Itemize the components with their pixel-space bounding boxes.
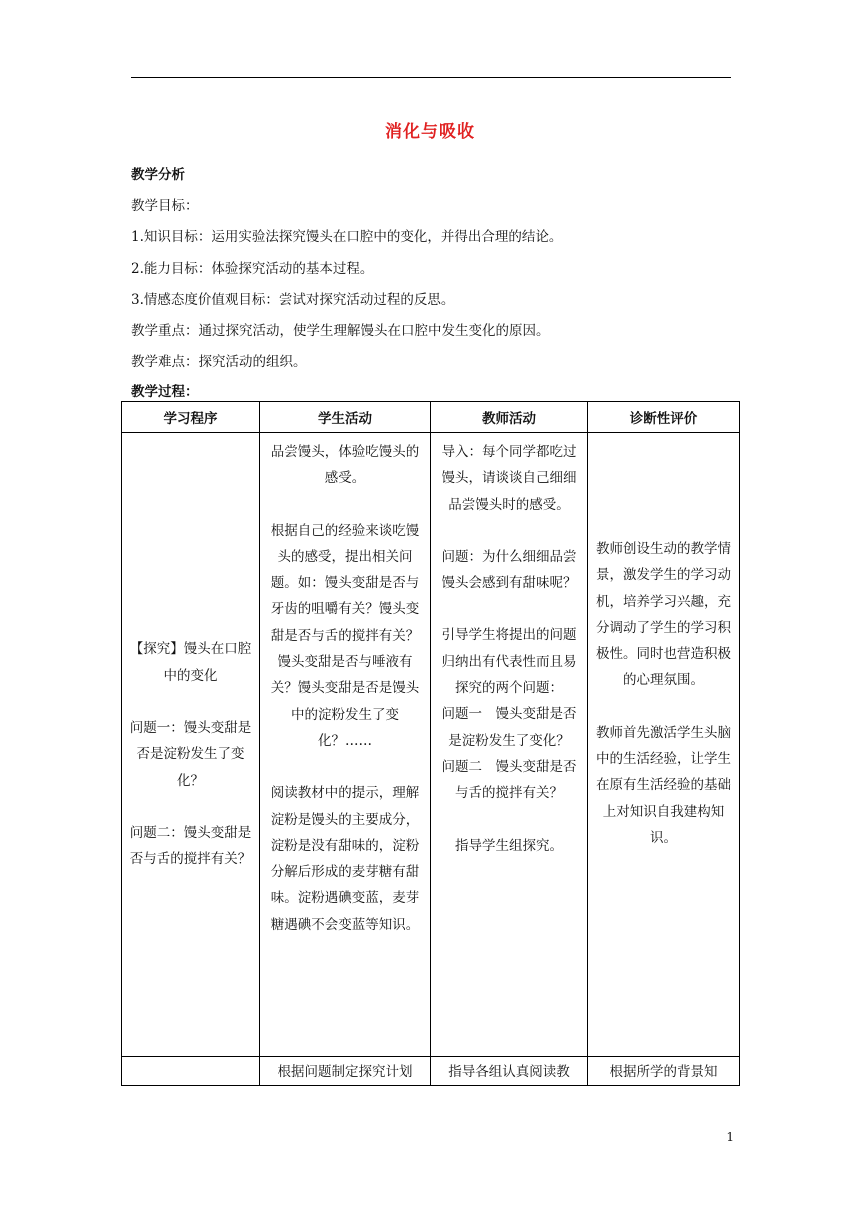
goal-knowledge: 1.知识目标：运用实验法探究馒头在口腔中的变化，并得出合理的结论。 <box>131 229 563 245</box>
teacher-activity-intro: 导入：每个同学都吃过馒头，请谈谈自己细细品尝馒头时的感受。 <box>441 444 577 513</box>
teacher-activity-guide: 引导学生将提出的问题归纳出有代表性而且易探究的两个问题： <box>441 627 577 697</box>
header-teacher-activity: 教师活动 <box>431 402 588 433</box>
page-title: 消化与吸收 <box>385 122 475 142</box>
teaching-process-table <box>121 401 740 1086</box>
teacher-activity-cell-2: 指导各组认真阅读教 <box>431 1057 588 1086</box>
evaluation-cell-2: 根据所学的背景知 <box>588 1057 740 1086</box>
goal-ability: 2.能力目标：体验探究活动的基本过程。 <box>131 261 374 277</box>
header-rule <box>131 77 731 78</box>
student-activity-questions: 根据自己的经验来谈吃馒头的感受，提出相关问题。如：馒头变甜是否与牙齿的咀嚼有关？馒头变甜是否与舌的搅拌有关？馒头变甜是否与唾液有关？馒头变甜是否是馒头中的淀粉发生了变化？…… <box>270 522 420 749</box>
procedure-cell-2 <box>122 1057 260 1086</box>
procedure-question-1: 问题一：馒头变甜是否是淀粉发生了变化？ <box>129 720 252 789</box>
teacher-activity-question-1: 问题一 馒头变甜是否是淀粉发生了变化？ <box>441 706 577 749</box>
key-point: 教学重点：通过探究活动，使学生理解馒头在口腔中发生变化的原因。 <box>131 323 550 339</box>
teacher-activity-direct: 指导学生组探究。 <box>455 837 563 854</box>
goals-label: 教学目标： <box>131 198 199 214</box>
evaluation-experience: 教师首先激活学生头脑中的生活经验，让学生在原有生活经验的基础上对知识自我建构知识。 <box>596 724 731 846</box>
teacher-activity-question-2: 问题二 馒头变甜是否与舌的搅拌有关？ <box>441 758 577 802</box>
evaluation-cell <box>588 433 740 1057</box>
student-activity-reading: 阅读教材中的提示，理解淀粉是馒头的主要成分，淀粉是没有甜味的，淀粉分解后形成的麦芽糖有甜味。淀粉遇碘变蓝，麦芽糖遇碘不会变蓝等知识。 <box>270 785 420 933</box>
goal-attitude: 3.情感态度价值观目标：尝试对探究活动过程的反思。 <box>131 292 455 308</box>
procedure-question-2: 问题二：馒头变甜是否与舌的搅拌有关？ <box>129 824 252 868</box>
header-evaluation: 诊断性评价 <box>588 402 740 433</box>
procedure-topic: 【探究】馒头在口腔中的变化 <box>129 641 252 684</box>
student-activity-taste: 品尝馒头，体验吃馒头的感受。 <box>270 444 420 487</box>
student-activity-cell <box>260 433 431 1057</box>
process-heading: 教学过程： <box>131 384 199 400</box>
evaluation-motivation: 教师创设生动的教学情景，激发学生的学习动机，培养学习兴趣，充分调动了学生的学习积极性。同时也营造积极的心理氛围。 <box>596 541 731 689</box>
header-procedure: 学习程序 <box>122 402 260 433</box>
analysis-heading: 教学分析 <box>131 167 185 183</box>
teacher-activity-question: 问题：为什么细细品尝馒头会感到有甜味呢？ <box>441 548 577 592</box>
teacher-activity-cell <box>431 433 588 1057</box>
table-header-row <box>122 402 740 433</box>
table-row <box>122 433 740 1057</box>
student-activity-cell-2: 根据问题制定探究计划 <box>260 1057 431 1086</box>
header-student-activity: 学生活动 <box>260 402 431 433</box>
procedure-cell <box>122 433 260 1057</box>
table-row <box>122 1057 740 1086</box>
difficulty: 教学难点：探究活动的组织。 <box>131 354 307 370</box>
page-number: 1 <box>726 1130 734 1144</box>
